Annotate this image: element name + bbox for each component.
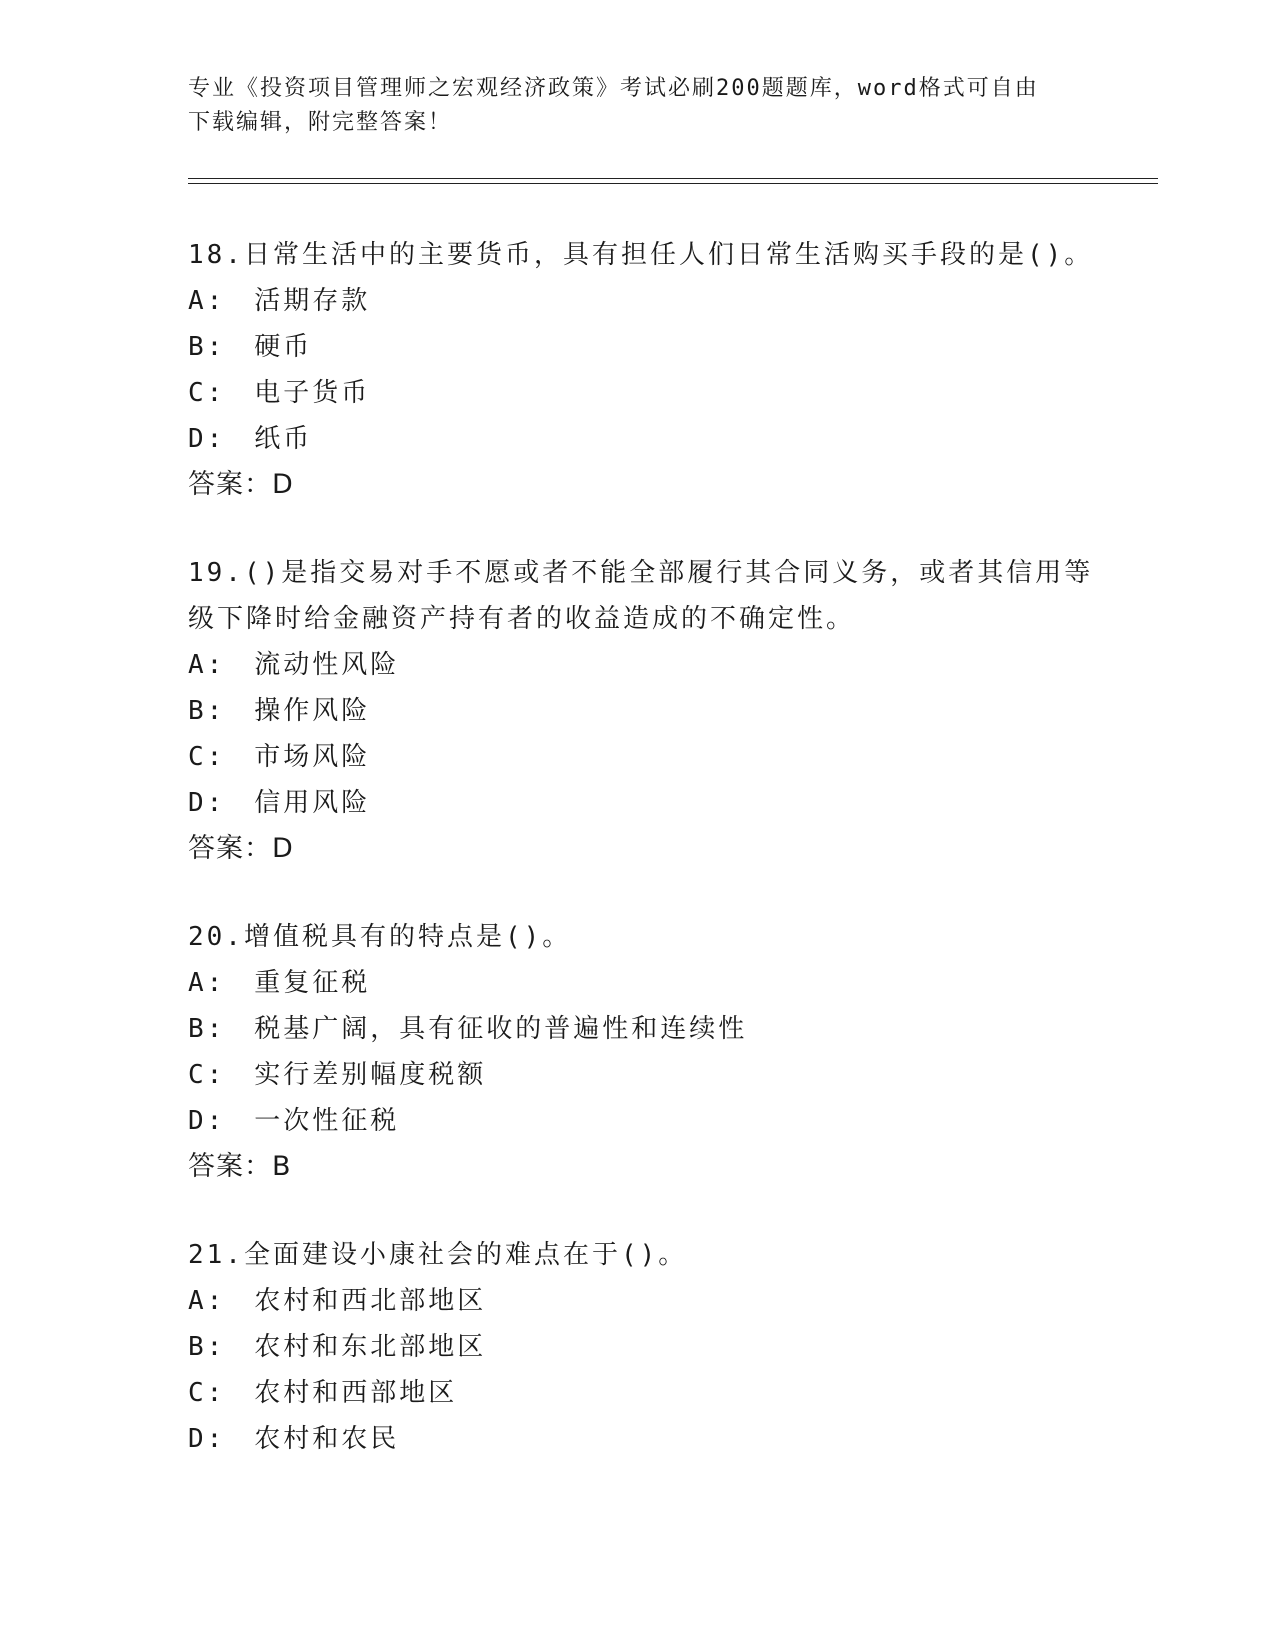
document-header <box>188 72 1088 140</box>
question-stem <box>188 232 1094 278</box>
stem-line: 19.()是指交易对手不愿或者不能全部履行其合同义务，或者其信用等 <box>188 558 1094 588</box>
option-a: A: 农村和西北部地区 <box>188 1286 487 1316</box>
option-a: A: 活期存款 <box>188 286 371 316</box>
answer-line: 答案：D <box>188 833 294 864</box>
stem-line: 20.增值税具有的特点是()。 <box>188 922 572 952</box>
option-b: B: 操作风险 <box>188 696 371 726</box>
question-18 <box>188 232 1094 508</box>
option-d: D: 纸币 <box>188 424 313 454</box>
option-c: C: 市场风险 <box>188 742 371 772</box>
header-line-1: 专业《投资项目管理师之宏观经济政策》考试必刷200题题库，word格式可自由 <box>188 76 1039 101</box>
stem-line: 级下降时给金融资产持有者的收益造成的不确定性。 <box>188 604 856 634</box>
header-line-2: 下载编辑，附完整答案！ <box>188 110 453 135</box>
stem-line: 18.日常生活中的主要货币，具有担任人们日常生活购买手段的是()。 <box>188 240 1094 270</box>
question-list <box>188 232 1094 1504</box>
option-c: C: 电子货币 <box>188 378 371 408</box>
header-divider <box>188 178 1158 184</box>
option-a: A: 重复征税 <box>188 968 371 998</box>
option-b: B: 硬币 <box>188 332 313 362</box>
option-a: A: 流动性风险 <box>188 650 400 680</box>
question-20 <box>188 914 1088 1190</box>
option-d: D: 农村和农民 <box>188 1424 400 1454</box>
answer-line: 答案：B <box>188 1151 292 1182</box>
question-21 <box>188 1232 1088 1462</box>
option-d: D: 一次性征税 <box>188 1106 400 1136</box>
option-d: D: 信用风险 <box>188 788 371 818</box>
question-stem <box>188 1232 1088 1278</box>
option-b: B: 税基广阔，具有征收的普遍性和连续性 <box>188 1014 748 1044</box>
question-stem <box>188 550 1094 642</box>
question-stem <box>188 914 1088 960</box>
stem-line: 21.全面建设小康社会的难点在于()。 <box>188 1240 688 1270</box>
answer-line: 答案：D <box>188 469 294 500</box>
option-c: C: 实行差别幅度税额 <box>188 1060 487 1090</box>
question-19 <box>188 550 1094 872</box>
option-b: B: 农村和东北部地区 <box>188 1332 487 1362</box>
option-c: C: 农村和西部地区 <box>188 1378 458 1408</box>
